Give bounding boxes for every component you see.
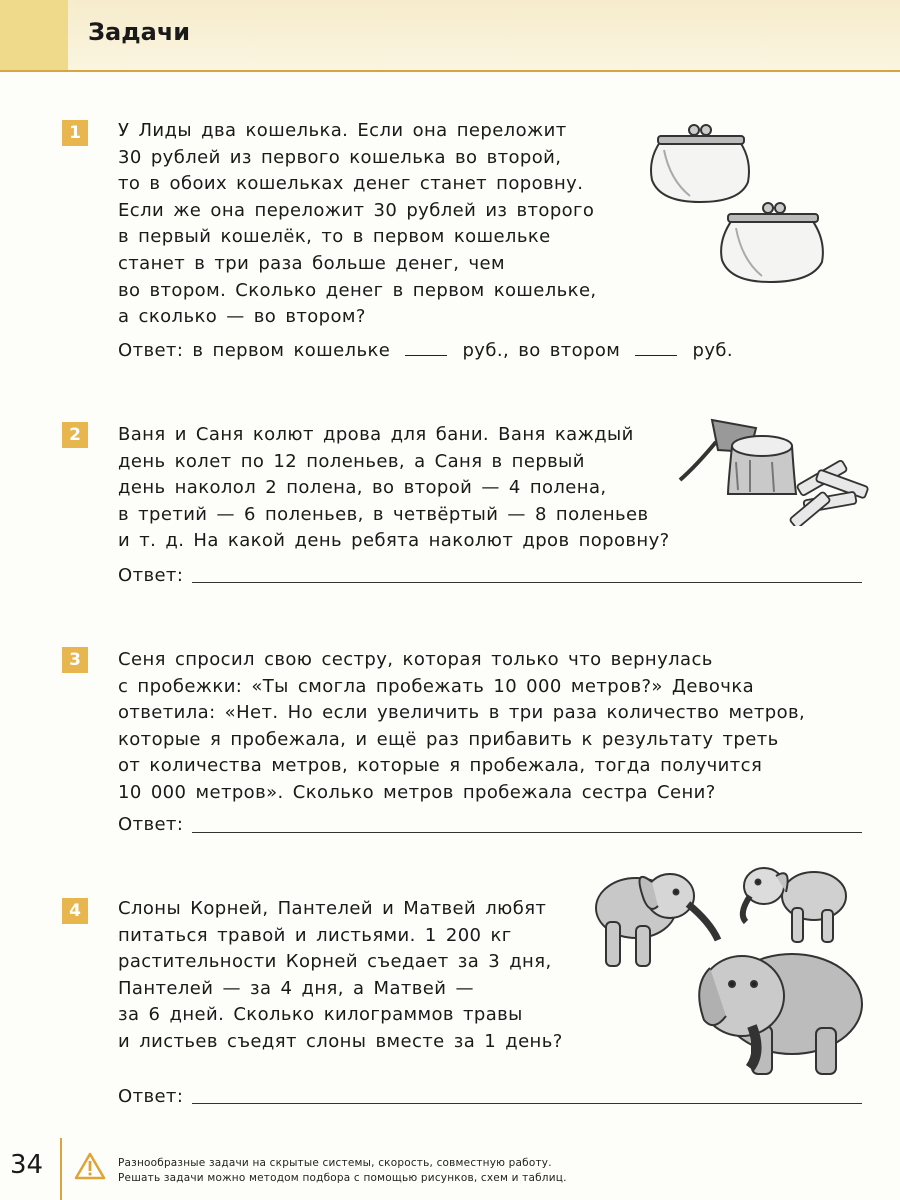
- logs: [789, 460, 868, 526]
- answer-line[interactable]: [192, 1103, 862, 1104]
- warning-icon: [74, 1152, 106, 1180]
- elephant-small: [743, 868, 846, 942]
- answer-label: Ответ:: [118, 565, 184, 586]
- task-line: станет в три раза больше денег, чем: [118, 252, 505, 274]
- task-line: Пантелей — за 4 дня, а Матвей —: [118, 977, 474, 999]
- task-line: день наколол 2 полена, во второй — 4 полена,: [118, 477, 607, 499]
- task-text: [118, 422, 670, 555]
- answer-middle: руб., во втором: [462, 340, 621, 361]
- purse-back: [651, 125, 749, 202]
- task-line: У Лиды два кошелька. Если она переложит: [118, 120, 567, 141]
- task-number: 4: [62, 898, 88, 924]
- task-line: за 6 дней. Сколько килограммов травы: [118, 1004, 523, 1026]
- task-number: 2: [62, 422, 88, 448]
- header-tab: [0, 0, 68, 70]
- task-text: [118, 896, 563, 1056]
- task-line: то в обоих кошельках денег станет поровну.: [118, 173, 584, 195]
- task-line: от количества метров, которые я пробежала, тогда получится: [118, 755, 763, 777]
- task-text: [118, 647, 805, 807]
- footer-separator: [60, 1138, 62, 1200]
- task-line: питаться травой и листьями. 1 200 кг: [118, 924, 512, 946]
- purses-illustration: [640, 120, 840, 290]
- answer-label: Ответ: в первом кошельке: [118, 340, 391, 361]
- purse-front: [721, 203, 823, 282]
- elephant-big: [699, 954, 862, 1074]
- task-line: Если же она переложит 30 рублей из второго: [118, 199, 595, 221]
- task-line: 30 рублей из первого кошелька во второй,: [118, 146, 562, 168]
- task-line: в третий — 6 поленьев, в четвёртый — 8 поленьев: [118, 503, 649, 525]
- elephants-illustration: [592, 856, 872, 1081]
- page-title: Задачи: [88, 18, 191, 46]
- task-line: Слоны Корней, Пантелей и Матвей любят: [118, 898, 547, 919]
- answer-row: [118, 340, 733, 361]
- task-number: 3: [62, 647, 88, 673]
- task-line: с пробежки: «Ты смогла пробежать 10 000 метров?» Девочка: [118, 675, 755, 697]
- task-number: 1: [62, 120, 88, 146]
- page-header: [0, 0, 900, 72]
- firewood-illustration: [676, 406, 876, 526]
- task-line: и листьев съедят слоны вместе за 1 день?: [118, 1030, 563, 1052]
- task-line: Ваня и Саня колют дрова для бани. Ваня каждый: [118, 424, 634, 445]
- task-line: ответила: «Нет. Но если увеличить в три раза количество метров,: [118, 702, 806, 724]
- task-line: Сеня спросил свою сестру, которая только что вернулась: [118, 649, 713, 670]
- task-line: а сколько — во втором?: [118, 306, 366, 328]
- footer-note-line: Разнообразные задачи на скрытые системы, скорость, совместную работу.: [118, 1157, 552, 1169]
- axe-handle: [680, 442, 716, 480]
- answer-line[interactable]: [192, 582, 862, 583]
- task-line: день колет по 12 поленьев, а Саня в первый: [118, 450, 585, 472]
- footer-note-line: Решать задачи можно методом подбора с помощью рисунков, схем и таблиц.: [118, 1172, 567, 1184]
- page-number: 34: [10, 1150, 44, 1180]
- answer-label: Ответ:: [118, 814, 184, 835]
- task-line: во втором. Сколько денег в первом кошельке,: [118, 279, 597, 301]
- task-line: и т. д. На какой день ребята наколют дров поровну?: [118, 530, 670, 552]
- answer-blank-first[interactable]: [405, 341, 447, 356]
- task-line: 10 000 метров». Сколько метров пробежала сестра Сени?: [118, 781, 716, 803]
- answer-line[interactable]: [192, 832, 862, 833]
- answer-suffix: руб.: [692, 340, 734, 361]
- answer-blank-second[interactable]: [635, 341, 677, 356]
- task-line: которые я пробежала, и ещё раз прибавить к результату треть: [118, 728, 779, 750]
- elephant-left: [596, 874, 718, 966]
- task-text: [118, 118, 597, 331]
- footer-note: [118, 1156, 567, 1186]
- answer-label: Ответ:: [118, 1086, 184, 1107]
- task-line: в первый кошелёк, то в первом кошельке: [118, 226, 551, 248]
- task-line: растительности Корней съедает за 3 дня,: [118, 951, 552, 973]
